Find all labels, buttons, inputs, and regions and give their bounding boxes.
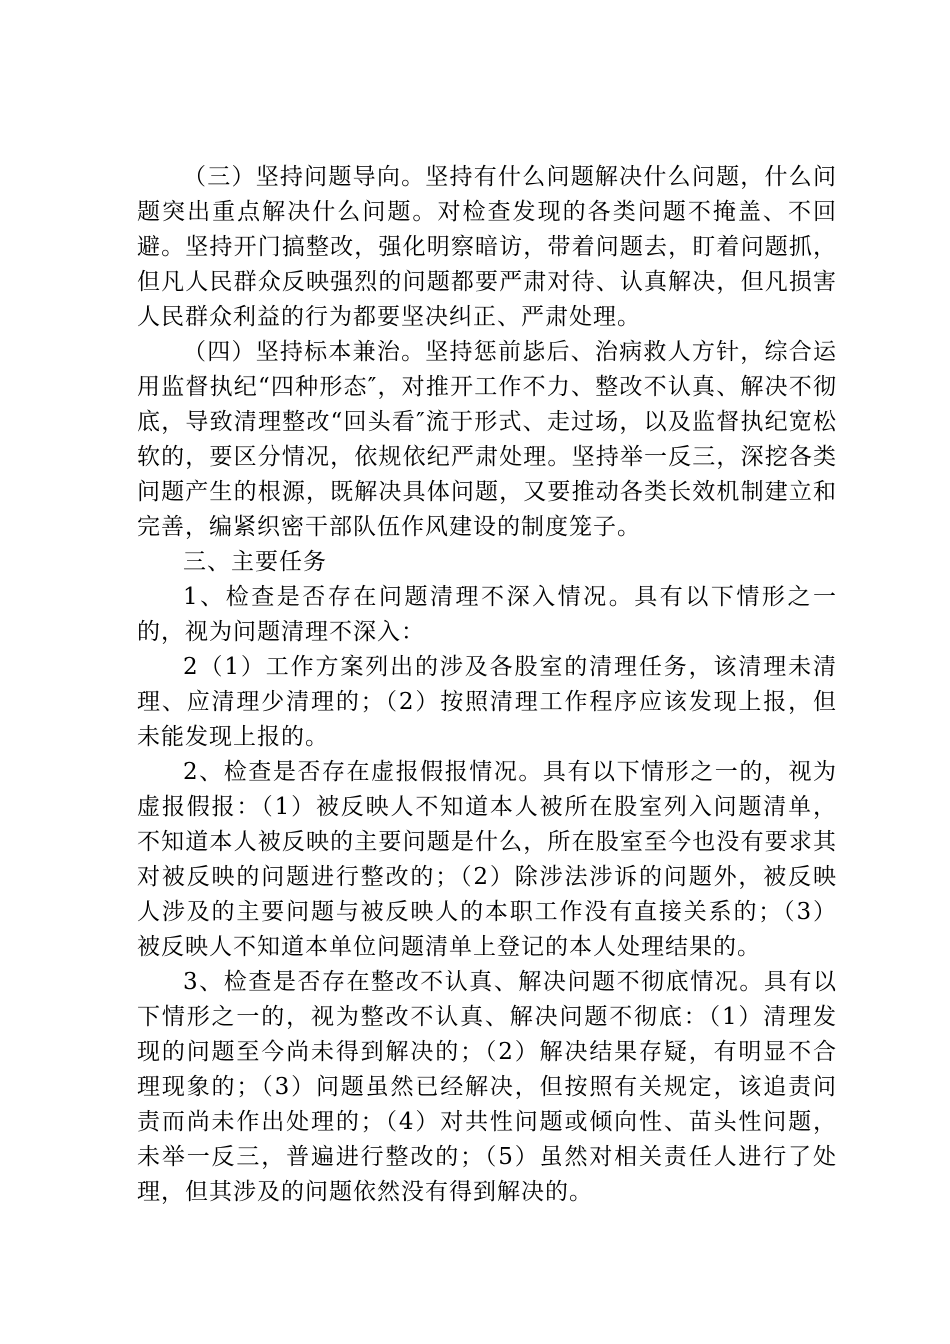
paragraph-task-3: 3、检查是否存在整改不认真、解决问题不彻底情况。具有以下情形之一的，视为整改不认真、解决问题不彻底：（1）清理发现的问题至今尚未得到解决的；（2）解决结果存疑，有明显不合理现象的；（3）问题虽然已经解决，但按照有关规定，该追责问责而尚未作出处理的；（4）对共性问题或倾向性、苗头性问题，未举一反三，普遍进行整改的；（5）虽然对相关责任人进行了处理，但其涉及的问题依然没有得到解决的。 — [137, 969, 837, 1205]
paragraph-task-1: 1、检查是否存在问题清理不深入情况。具有以下情形之一的，视为问题清理不深入： — [137, 584, 837, 645]
paragraph-principle-4: （四）坚持标本兼治。坚持惩前毖后、治病救人方针，综合运用监督执纪“四种形态″，对推开工作不力、整改不认真、解决不彻底，导致清理整改“回头看″流于形式、走过场，以及监督执纪宽松软的，要区分情况，依规依纪严肃处理。坚持举一反三，深挖各类问题产生的根源，既解决具体问题，又要推动各类长效机制建立和完善，编紧织密干部队伍作风建设的制度笼子。 — [137, 339, 837, 540]
paragraph-principle-3: （三）坚持问题导向。坚持有什么问题解决什么问题，什么问题突出重点解决什么问题。对检查发现的各类问题不掩盖、不回避。坚持开门搞整改，强化明察暗访，带着问题去，盯着问题抓，但凡人民群众反映强烈的问题都要严肃对待、认真解决，但凡损害人民群众利益的行为都要坚决纠正、严肃处理。 — [137, 164, 837, 330]
paragraph-task-1-detail: 2（1）工作方案列出的涉及各股室的清理任务，该清理未清理、应清理少清理的；（2）按照清理工作程序应该发现上报，但未能发现上报的。 — [137, 654, 837, 750]
section-heading-main-tasks: 三、主要任务 — [183, 549, 327, 575]
paragraph-task-2: 2、检查是否存在虚报假报情况。具有以下情形之一的，视为虚报假报：（1）被反映人不知道本人被所在股室列入问题清单，不知道本人被反映的主要问题是什么，所在股室至今也没有要求其对被反映的问题进行整改的；（2）除涉法涉诉的问题外，被反映人涉及的主要问题与被反映人的本职工作没有直接关系的；（3）被反映人不知道本单位问题清单上登记的本人处理结果的。 — [137, 759, 837, 960]
document-body — [137, 160, 837, 1210]
